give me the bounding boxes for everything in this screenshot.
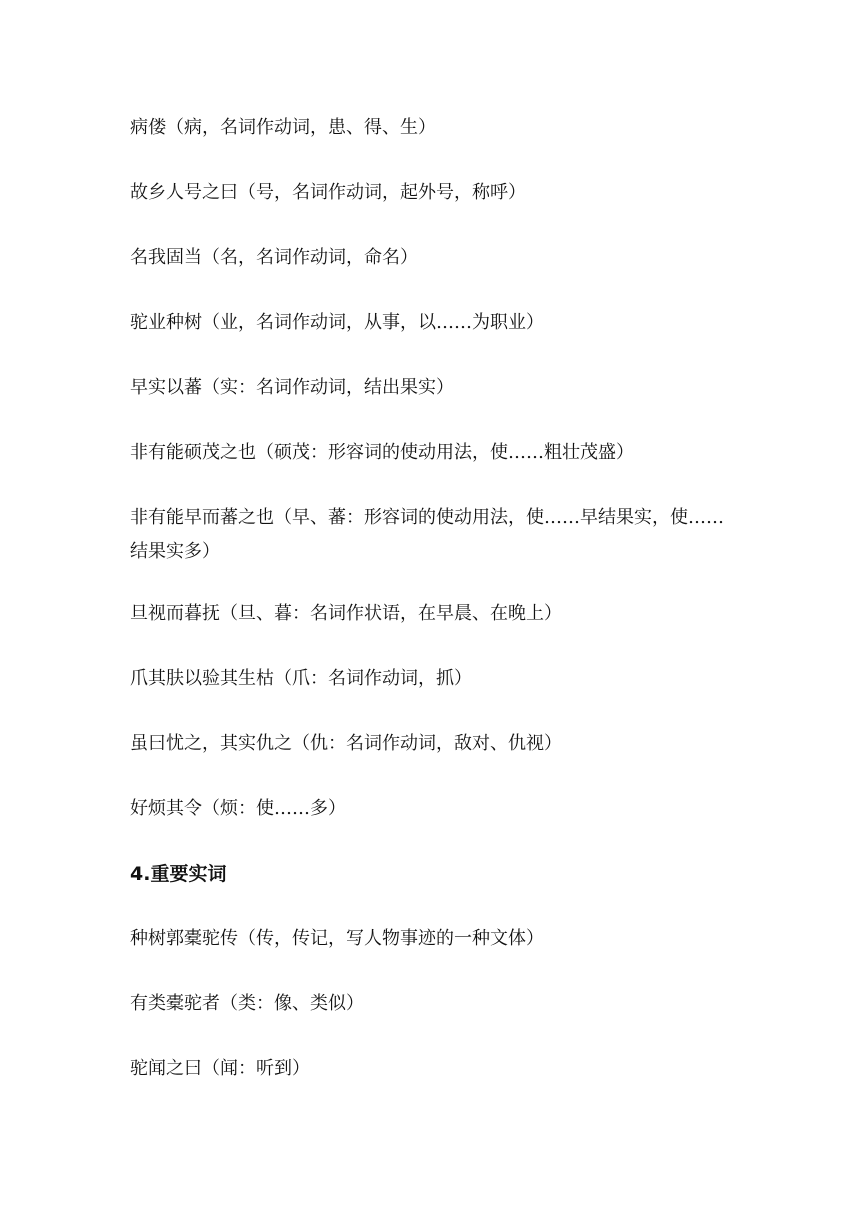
text-line: 驼闻之曰（闻：听到） <box>130 1058 310 1079</box>
text-line: 有类橐驼者（类：像、类似） <box>130 993 364 1014</box>
text-line: 驼业种树（业，名词作动词，从事，以……为职业） <box>130 312 544 333</box>
text-line: 爪其肤以验其生枯（爪：名词作动词，抓） <box>130 668 472 689</box>
text-line: 种树郭橐驼传（传，传记，写人物事迹的一种文体） <box>130 928 544 949</box>
text-line: 好烦其令（烦：使……多） <box>130 798 346 819</box>
text-line: 非有能早而蕃之也（早、蕃：形容词的使动用法，使……早结果实，使……结果实多） <box>130 507 724 562</box>
text-line: 虽曰忧之，其实仇之（仇：名词作动词，敌对、仇视） <box>130 733 562 754</box>
text-line: 故乡人号之曰（号，名词作动词，起外号，称呼） <box>130 182 526 203</box>
text-line: 病偻（病，名词作动词，患、得、生） <box>130 117 436 138</box>
text-line: 早实以蕃（实：名词作动词，结出果实） <box>130 377 454 398</box>
text-line: 旦视而暮抚（旦、暮：名词作状语，在早晨、在晚上） <box>130 603 562 624</box>
text-line: 非有能硕茂之也（硕茂：形容词的使动用法，使……粗壮茂盛） <box>130 442 634 463</box>
section-heading: 4.重要实词 <box>130 863 227 885</box>
text-line: 名我固当（名，名词作动词，命名） <box>130 247 418 268</box>
document-content <box>130 111 740 1117</box>
